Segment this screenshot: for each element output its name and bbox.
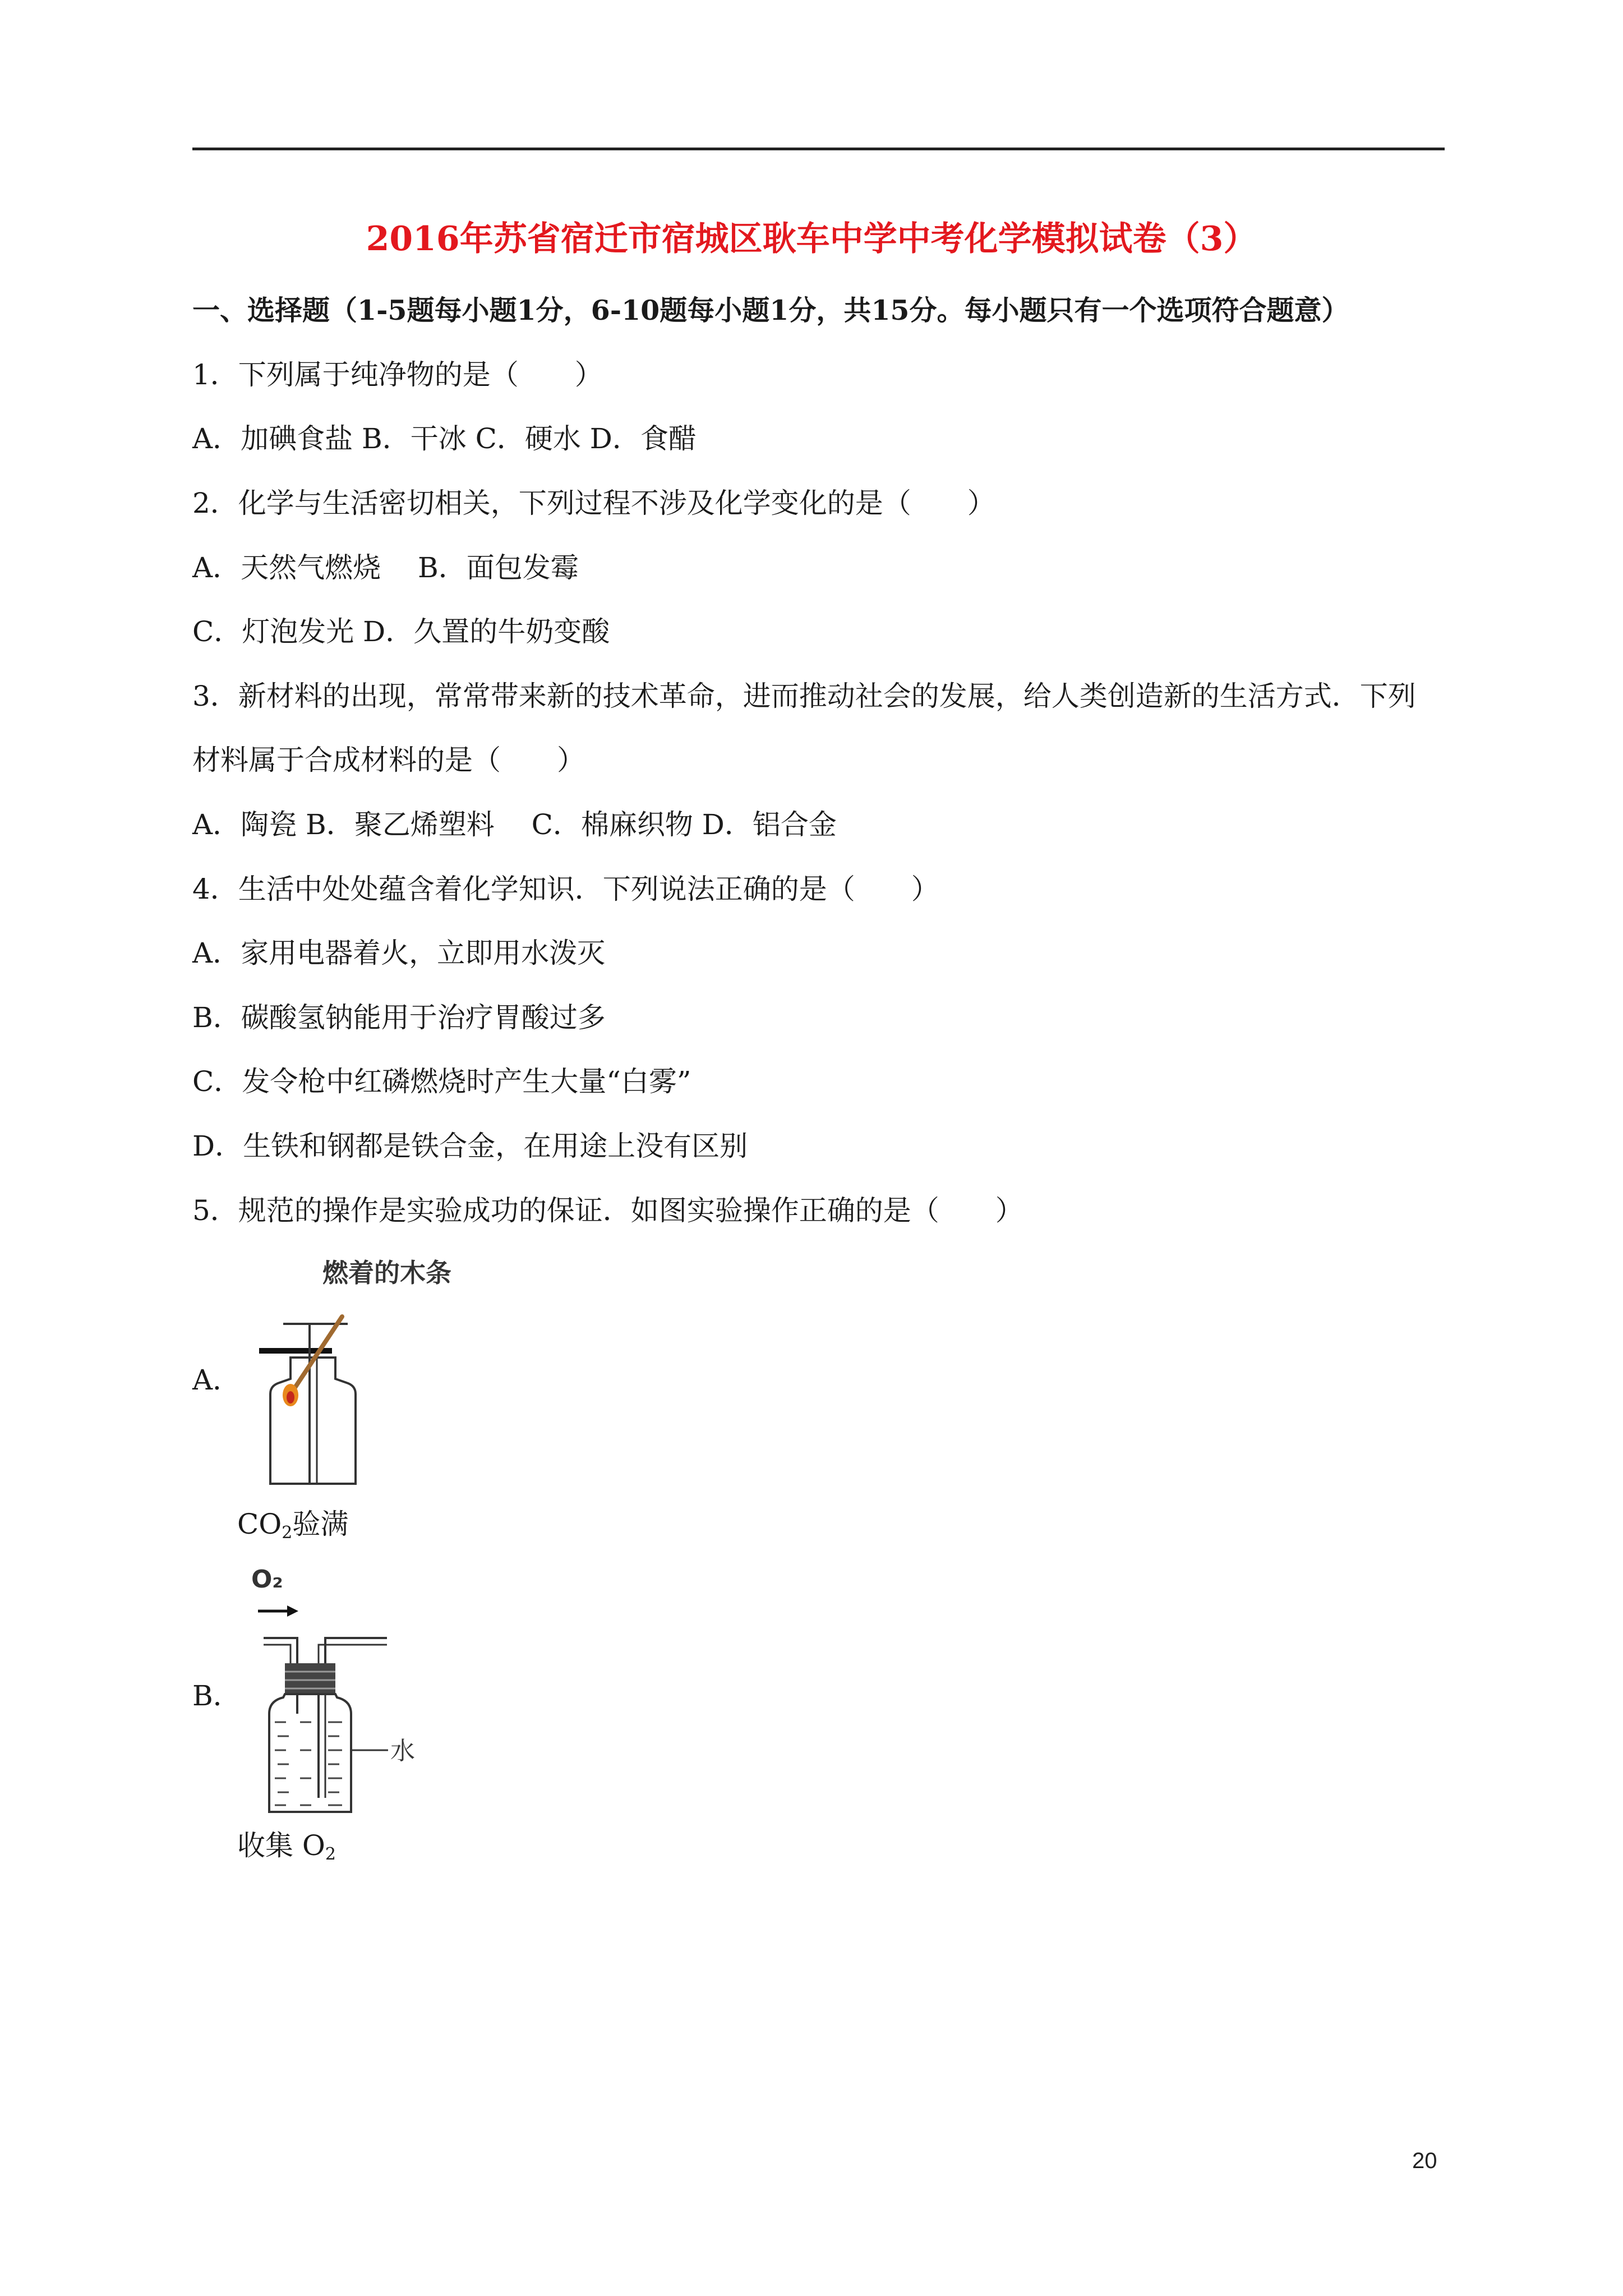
o2-collection-figure — [236, 1554, 460, 1818]
co2-test-figure — [236, 1248, 494, 1506]
gas-bottle — [269, 1694, 351, 1812]
q3-stem-line1: 3．新材料的出现，常常带来新的技术革命，进而推动社会的发展，给人类创造新的生活方式．下列 — [192, 680, 1416, 712]
gas-bottle — [270, 1358, 356, 1484]
inlet-tube — [310, 1324, 314, 1484]
o2-label: O₂ — [251, 1565, 283, 1594]
rubber-stopper — [285, 1663, 335, 1694]
q5-stem: 5．规范的操作是实验成功的保证．如图实验操作正确的是（ ） — [192, 1194, 1023, 1227]
page-number: 20 — [1412, 2148, 1437, 2173]
q1-stem: 1．下列属于纯净物的是（ ） — [192, 358, 603, 391]
outlet-tube — [325, 1638, 387, 1663]
inlet-tube — [264, 1638, 297, 1663]
q5-option-a-label: A． — [192, 1364, 241, 1396]
q5-option-a-caption: $CO_2$验满 — [237, 1508, 349, 1543]
section-heading: 一、选择题（1-5题每小题1分，6-10题每小题1分，共15分。每小题只有一个选项符合题意） — [192, 294, 1349, 326]
q1-options: A．加碘食盐 B．干冰 C．硬水 D．食醋 — [192, 422, 697, 455]
burning-stick-label: 燃着的木条 — [322, 1258, 451, 1288]
q4-stem: 4．生活中处处蕴含着化学知识．下列说法正确的是（ ） — [192, 873, 939, 905]
q2-stem: 2．化学与生活密切相关，下列过程不涉及化学变化的是（ ） — [192, 487, 995, 519]
q2-options-cd: C．灯泡发光 D．久置的牛奶变酸 — [192, 615, 610, 648]
water-label: 水 — [390, 1737, 415, 1765]
page-title: 2016年苏省宿迁市宿城区耿车中学中考化学模拟试卷（3） — [366, 219, 1257, 259]
q4-option-c: C．发令枪中红磷燃烧时产生大量“白雾” — [192, 1065, 691, 1098]
q3-options: A．陶瓷 B．聚乙烯塑料 C．棉麻织物 D．铝合金 — [192, 808, 837, 841]
q4-option-a: A．家用电器着火，立即用水泼灭 — [192, 937, 606, 969]
header-rule — [192, 148, 1445, 150]
q5-option-b-caption: 收集 $O_2$ — [237, 1829, 336, 1864]
water-fill — [275, 1722, 342, 1805]
q4-option-d: D．生铁和钢都是铁合金，在用途上没有区别 — [192, 1130, 748, 1162]
q2-options-ab: A．天然气燃烧 B．面包发霉 — [192, 551, 579, 584]
q5-option-b-label: B． — [192, 1680, 241, 1712]
q4-option-b: B．碳酸氢钠能用于治疗胃酸过多 — [192, 1001, 606, 1034]
q3-stem-line2: 材料属于合成材料的是（ ） — [192, 744, 585, 776]
